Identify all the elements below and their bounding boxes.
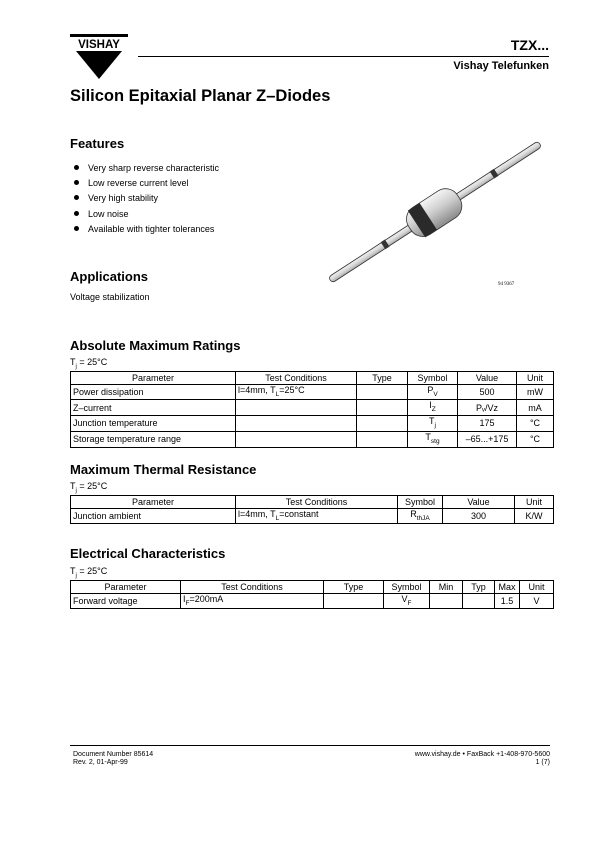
table-row: Z–current $I_Z$ Pᵥ/Vᴢ mA [71,400,554,416]
table-header-row: Parameter Test Conditions Type Symbol Value Unit [71,372,554,385]
feature-item: Very sharp reverse characteristic [74,162,219,177]
table-row: Junction ambient l=4mm, $T_L=constant$ $R_{thJA}$ 300 K/W [71,508,554,524]
company-name: Vishay Telefunken [453,60,549,72]
abs-max-tj: $T_j = 25^\circ C$ [70,357,108,370]
bullet-icon [74,195,79,200]
diode-icon [320,140,550,285]
page-title: Silicon Epitaxial Planar Z–Diodes [70,87,331,105]
thermal-tj: $T_j = 25^\circ C$ [70,481,108,494]
applications-text: Voltage stabilization [70,292,150,302]
table-row: Forward voltage $I_F=200mA$ $V_F$ 1.5 V [71,593,554,609]
table-header-row: Parameter Test Conditions Type Symbol Min Typ Max Unit [71,581,554,594]
thermal-heading: Maximum Thermal Resistance [70,462,257,477]
part-number: TZX... [510,37,549,53]
bullet-icon [74,226,79,231]
table-row: Junction temperature $T_j$ 175 °C [71,416,554,432]
feature-item: Low reverse current level [74,177,219,192]
feature-item: Available with tighter tolerances [74,223,219,238]
header-rule [138,56,549,57]
bullet-icon [74,165,79,170]
document-number: Document Number 85614 [73,751,154,758]
abs-max-table [70,371,554,448]
features-heading: Features [70,136,125,151]
bullet-icon [74,211,79,216]
feature-item: Very high stability [74,192,219,207]
features-list [74,162,219,238]
electrical-table [70,580,554,609]
feature-item: Low noise [74,208,219,223]
revision: Rev. 2, 01-Apr-99 [73,759,128,766]
figure-number: 94 9367 [498,282,515,287]
page-number: 1 (7) [535,759,550,766]
applications-heading: Applications [70,269,149,284]
abs-max-heading: Absolute Maximum Ratings [70,338,241,353]
footer-rule [70,745,550,746]
electrical-heading: Electrical Characteristics [70,546,226,561]
table-row: Power dissipation l=4mm, $T_L=25^\circ C$ $P_V$ 500 mW [71,384,554,400]
bullet-icon [74,180,79,185]
table-row: Storage temperature range $T_{stg}$ –65...+175 °C [71,431,554,447]
vishay-logo [70,34,128,80]
svg-text:VISHAY: VISHAY [78,39,120,51]
diode-illustration [320,140,550,285]
website-link[interactable]: www.vishay.de • FaxBack +1-408-970-5600 [414,751,550,758]
thermal-table [70,495,554,524]
electrical-tj: $T_j = 25^\circ C$ [70,566,108,579]
vishay-logo-icon [70,34,128,80]
table-header-row: Parameter Test Conditions Symbol Value Unit [71,496,554,509]
